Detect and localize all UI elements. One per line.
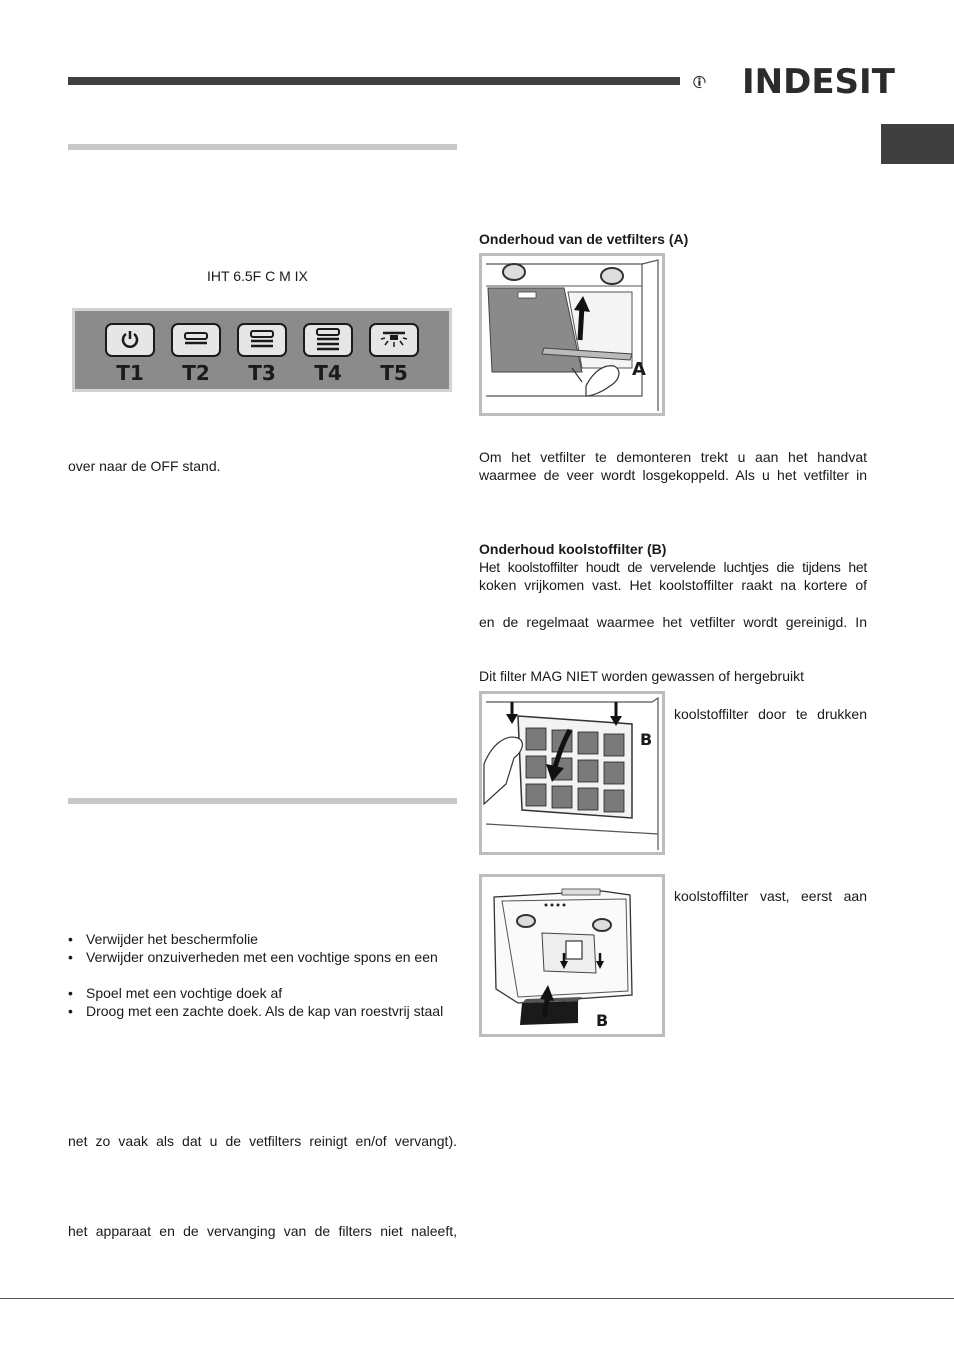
figure-label-a: A — [632, 359, 646, 380]
carbon-filter-warning: Dit filter MAG NIET worden gewassen of hergebruikt — [479, 668, 804, 684]
speed-1-icon — [173, 325, 219, 355]
figure-label-b2: B — [596, 1011, 609, 1030]
carbon-filter-figure-2 — [479, 874, 665, 1037]
section-divider-middle — [68, 798, 457, 804]
carbon-filter-figure-1 — [479, 691, 665, 855]
grease-filter-illustration — [482, 256, 662, 413]
model-name: IHT 6.5F C M IX — [207, 268, 308, 284]
grease-filter-figure — [479, 253, 665, 416]
light-icon — [371, 325, 417, 355]
filters-text: net zo vaak als dat u de vetfilters reinigt en/of vervangt). — [68, 1133, 457, 1149]
maintenance-text: het apparaat en de vervanging van de filters niet naleeft, — [68, 1223, 457, 1239]
brand-name: INDESIT — [742, 62, 895, 102]
carbon-install-text: koolstoffilter vast, eerst aan — [674, 888, 867, 904]
button-t3[interactable] — [237, 323, 287, 357]
carbon-filter-line-1: Het koolstoffilter houdt de vervelende luchtjes die tijdens het — [479, 559, 867, 575]
carbon-filter-line-3: en de regelmaat waarmee het vetfilter wordt gereinigd. In — [479, 614, 867, 630]
button-t4[interactable] — [303, 323, 353, 357]
button-t2-label: T2 — [182, 361, 210, 385]
footer-rule — [0, 1298, 954, 1299]
list-item: • Spoel met een vochtige doek af — [68, 984, 443, 1002]
grease-filter-heading: Onderhoud van de vetfilters (A) — [479, 231, 689, 247]
button-t1[interactable] — [105, 323, 155, 357]
control-panel — [72, 308, 452, 392]
carbon-filter-install-illustration — [482, 877, 662, 1034]
section-divider-top — [68, 144, 457, 150]
power-icon — [107, 325, 153, 355]
cleaning-list-1 — [68, 930, 438, 966]
button-t1-label: T1 — [116, 361, 144, 385]
speed-3-icon — [305, 325, 351, 355]
carbon-filter-line-2: koken vrijkomen vast. Het koolstoffilter raakt na kortere of — [479, 577, 867, 593]
indesit-logo — [693, 58, 741, 106]
button-t2[interactable] — [171, 323, 221, 357]
carbon-filter-remove-illustration — [482, 694, 662, 852]
button-t5[interactable] — [369, 323, 419, 357]
button-t5-label: T5 — [380, 361, 408, 385]
list-item: • Verwijder het beschermfolie — [68, 930, 438, 948]
language-tab — [881, 124, 954, 164]
list-item: • Droog met een zachte doek. Als de kap van roestvrij staal — [68, 1002, 443, 1020]
figure-label-b1: B — [640, 730, 653, 749]
off-stand-text: over naar de OFF stand. — [68, 458, 221, 474]
button-t3-label: T3 — [248, 361, 276, 385]
cleaning-list-2 — [68, 984, 443, 1020]
speed-2-icon — [239, 325, 285, 355]
carbon-remove-text: koolstoffilter door te drukken — [674, 706, 867, 722]
button-t4-label: T4 — [314, 361, 342, 385]
carbon-filter-heading: Onderhoud koolstoffilter (B) — [479, 541, 667, 557]
header-bar — [68, 77, 680, 85]
list-item: • Verwijder onzuiverheden met een vochtige spons en een — [68, 948, 438, 966]
grease-filter-text: Om het vetfilter te demonteren trekt u aan het handvat waarmee de veer wordt losgekoppeld. Als u het vetfilter in — [479, 449, 867, 483]
